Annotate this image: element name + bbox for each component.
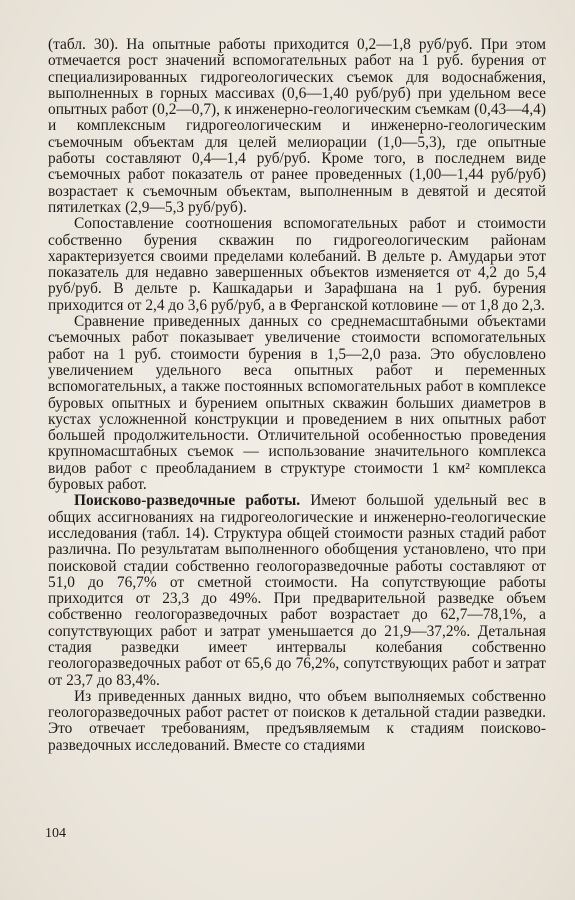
paragraph-3: Сравнение приведенных данных со среднемасштабными объектами съемочных работ показывает увеличение стоимости вспомогательных работ на 1 руб. стоимости бурения в 1,5—2,0 раза. Это обусловлено увеличением удельного веса опытных работ и переменных вспомогательных, а также постоянных вспомогательных работ в комплексе буровых опытных и бурением опытных скважин больших диаметров в кустах усложненной конструкции и проведением в них опытных работ большей продолжительности. Отличительной особенностью проведения крупномасштабных съемок — использование значительного комплекса видов работ с преобладанием в структуре стоимости 1 км² комплекса буровых работ. [48, 313, 546, 494]
paragraph-5: Из приведенных данных видно, что объем выполняемых собственно геологоразведочных работ растет от поисков к детальной стадии разведки. Это отвечает требованиям, предъявляемым к стадиям поисково-разведочных исследований. Вместе со стадиями [48, 687, 546, 754]
paragraph-2: Сопоставление соотношения вспомогательных работ и стоимости собственно бурения скважин по гидрогеологическим районам характеризуется своими пределами колебаний. В дельте р. Амударьи этот показатель для недавно завершенных объектов изменяется от 4,2 до 5,4 руб/руб. В дельте р. Кашкадарьи и Зарафшана на 1 руб. бурения приходится от 2,4 до 3,6 руб/руб, а в Ферганской котловине — от 1,8 до 2,3. [48, 215, 546, 314]
paragraph-4-text: Имеют большой удельный вес в общих ассигнованиях на гидрогеологические и инженерно-геологические исследования (табл. 14). Структура общей стоимости разных стадий работ различна. По результатам выполненного обобщения установлено, что при поисковой стадии собственно геологоразведочные работы составляют от 51,0 до 76,7% от сметной стоимости. На сопутствующие работы приходится от 23,3 до 49%. При предварительной разведке объем собственно геологоразведочных работ возрастает до 62,7—78,1%, а сопутствующих работ и затрат уменьшается до 21,9—37,2%. Детальная стадия разведки имеет интервалы колебания собственно геологоразведочных работ от 65,6 до 76,2%, сопутствующих работ и затрат от 23,7 до 83,4%. [48, 492, 546, 689]
paragraph-4 [48, 493, 546, 689]
paragraph-1: (табл. 30). На опытные работы приходится 0,2—1,8 руб/руб. При этом отмечается рост значений вспомогательных работ на 1 руб. бурения от специализированных гидрогеологических съемок для водоснабжения, выполненных в горных массивах (0,6—1,40 руб/руб) при удельном весе опытных работ (0,2—0,7), к инженерно-геологическим съемкам (0,43—4,4) и комплексным гидрогеологическим и инженерно-геологическим съемочным объектам для целей мелиорации (1,0—5,3), где опытные работы составляют 0,4—1,4 руб/руб. Кроме того, в последнем виде съемочных работ показатель от ранее проведенных (1,00—1,44 руб/руб) возрастает к съемочным объектам, выполненным в девятой и десятой пятилетках (2,9—5,3 руб/руб). [48, 36, 546, 216]
section-heading: Поисково-разведочные работы. [74, 492, 301, 510]
page-number: 104 [45, 826, 66, 841]
body-text [48, 37, 546, 754]
